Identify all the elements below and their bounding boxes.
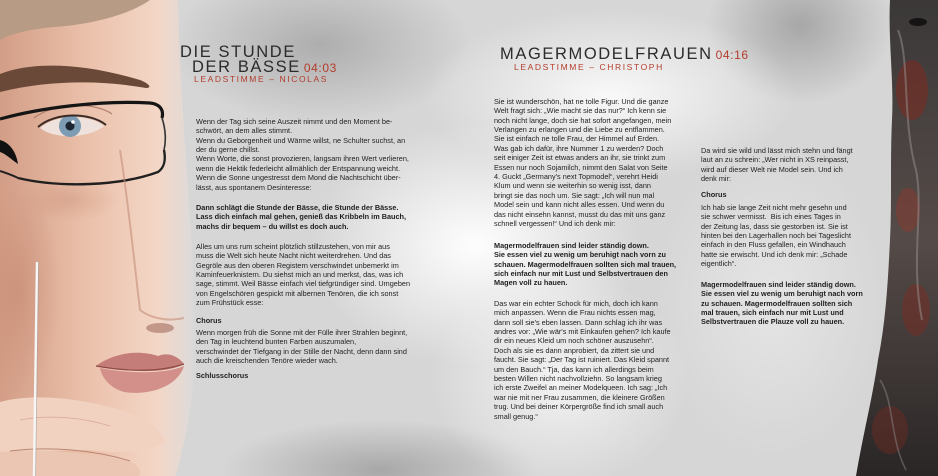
verse-2-lyrics: Das war ein echter Schock für mich, doch ich kann mich anpassen. Wenn die Frau nichts essen mag, dann soll sie's eben lassen. Dann schlag ich ihr was andres vor: „Wie wär's mit Einkaufen gehen? Ich kaufe dir ein neues Kleid um noch schöner auszusehn“. Doch als sie es dann anprobiert, da zittert sie und faucht. Sie sagt: „Der Tag ist ruiniert. Das Kleid spannt um den Bauch.“ Tja, das kann ich allerdings beim besten Willen nicht nachvollziehn. So langsam krieg ich erste Zweifel an meiner Modelqueen. Ich sag: „Ich war nie mit ner Frau zusammen, die kleinere Größen trug. Und bei deiner Körpergröße find ich small auch small genug.“ — [494, 298, 671, 421]
chorus-lyrics: Dann schlägt die Stunde der Bässe, die Stunde der Bässe. Lass dich einfach mal gehen, genieß das Kribbeln im Bauch, machs dir bequem – du willst es doch auch. — [196, 202, 407, 231]
song-title-text: DER BÄSSE — [192, 58, 301, 76]
song-duration: 04:16 — [715, 48, 749, 62]
eye-detail — [909, 18, 927, 26]
final-chorus-label: Schlusschorus — [196, 370, 249, 380]
verse-3-lyrics: Da wird sie wild und lässt mich stehn und fängt laut an zu schrein: „Wer nicht in XS reinpasst, wird auf dieser Welt nie Model sein. Und ich denk mir: — [701, 145, 853, 183]
verse-4-lyrics: Ich hab sie lange Zeit nicht mehr gesehn und sie schwer vermisst. Bis ich eines Tages in der Zeitung las, dass sie gestorben ist. Sie ist hinten bei den Lagerhallen noch bei Tageslicht einfach in den Fluss gefallen, ein Windhauch hatte sie erwischt. Und ich denk mir: „Schade eigentlich“. — [701, 202, 851, 269]
chorus-label: Chorus — [701, 189, 727, 199]
cover-photo-face — [0, 0, 200, 476]
verse-1-lyrics: Wenn der Tag sich seine Auszeit nimmt und den Moment be- schwört, an dem alles stimmt. Wenn du Geborgenheit und Wärme willst, ne Schulter suchst, an der du gerne chillst. Wenn Worte, die sonst provozieren, langsam ihren Wert verlieren, wenn die Hektik federleicht allmählich der Entspannung weicht. Wenn die Sonne ungestresst dem Mond die Nachtschicht über- lässt, aus spontanem Desinteresse: — [196, 116, 409, 192]
song-duration: 04:03 — [303, 61, 337, 75]
verse-2-lyrics: Alles um uns rum scheint plötzlich stillzustehen, von mir aus muss die Welt sich heute Nacht nicht weiterdrehen. Und das Gegröle aus den oberen Registern verschwindet unbemerkt im Kaminfeuerknistern. Du siehst mich an und merkst, das, was ich sage, stimmt. Weil Bässe einfach viel tiefgründiger sind. Umgeben von Engelschören gespickt mit albernen Tenören, die ich sonst zum Frühstück esse: — [196, 241, 411, 308]
right-page — [469, 0, 938, 476]
verse-1-lyrics: Sie ist wunderschön, hat ne tolle Figur. Und die ganze Welt fragt sich: „Wie macht sie das nur?“ Ich kenn sie noch nicht lange, doch sie hat sofort angefangen, mein Verlangen zu erlangen und die Liebe zu entflammen. Sie ist einfach ne tolle Frau, der Himmel auf Erden. Was gab ich dafür, ihre Nummer 1 zu werden? Doch seit einiger Zeit ist etwas anders an ihr, sie trinkt zum Essen nur noch Sojamilch, nimmt den Salat von Seite 4. Guckt „Germany's next Topmodel“, verehrt Heidi Klum und wenn sie weiterhin so wenig isst, dann bringt sie das noch um. Sie sagt: „Ich will nun mal Model sein und kann nicht alles essen. Und wenn du das nicht einsehn kannst, musst du das mit uns ganz schnell vergessen!“ Und ich denk mir: — [494, 96, 672, 228]
cover-art-right-edge — [850, 0, 938, 476]
verse-3-lyrics: Wenn morgen früh die Sonne mit der Fülle ihrer Strahlen beginnt, den Tag in leuchtend bunten Farben auszumalen, verschwindet der Tiefgang in der Stille der Nacht, denn dann sind auch die kreischenden Tenöre wieder wach. — [196, 327, 408, 365]
final-chorus-lyrics: Magermodelfrauen sind leider ständig down. Sie essen viel zu wenig um beruhigt nach vorn zu schauen. Magermodelfrauen sollten sich mal trauen, sich einfach nur mit Lust und Selbstvertrauen die Plauze voll zu hauen. — [701, 279, 863, 327]
song-title — [500, 46, 749, 63]
lead-vocal-credit: LEADSTIMME – NICOLAS — [194, 74, 329, 84]
lead-vocal-credit: LEADSTIMME – CHRISTOPH — [514, 62, 664, 72]
song-title-line-1: DIE STUNDE — [180, 43, 296, 61]
song-title-text: MAGERMODELFRAUEN — [500, 45, 713, 63]
chorus-lyrics: Magermodelfrauen sind leider ständig down. Sie essen viel zu wenig um beruhigt nach vorn zu schauen. Magermodelfrauen sollten sich mal trauen, sich einfach nur mit Lust und Selbstvertrauen den Magen voll zu hauen. — [494, 240, 677, 288]
chorus-label: Chorus — [196, 315, 222, 325]
